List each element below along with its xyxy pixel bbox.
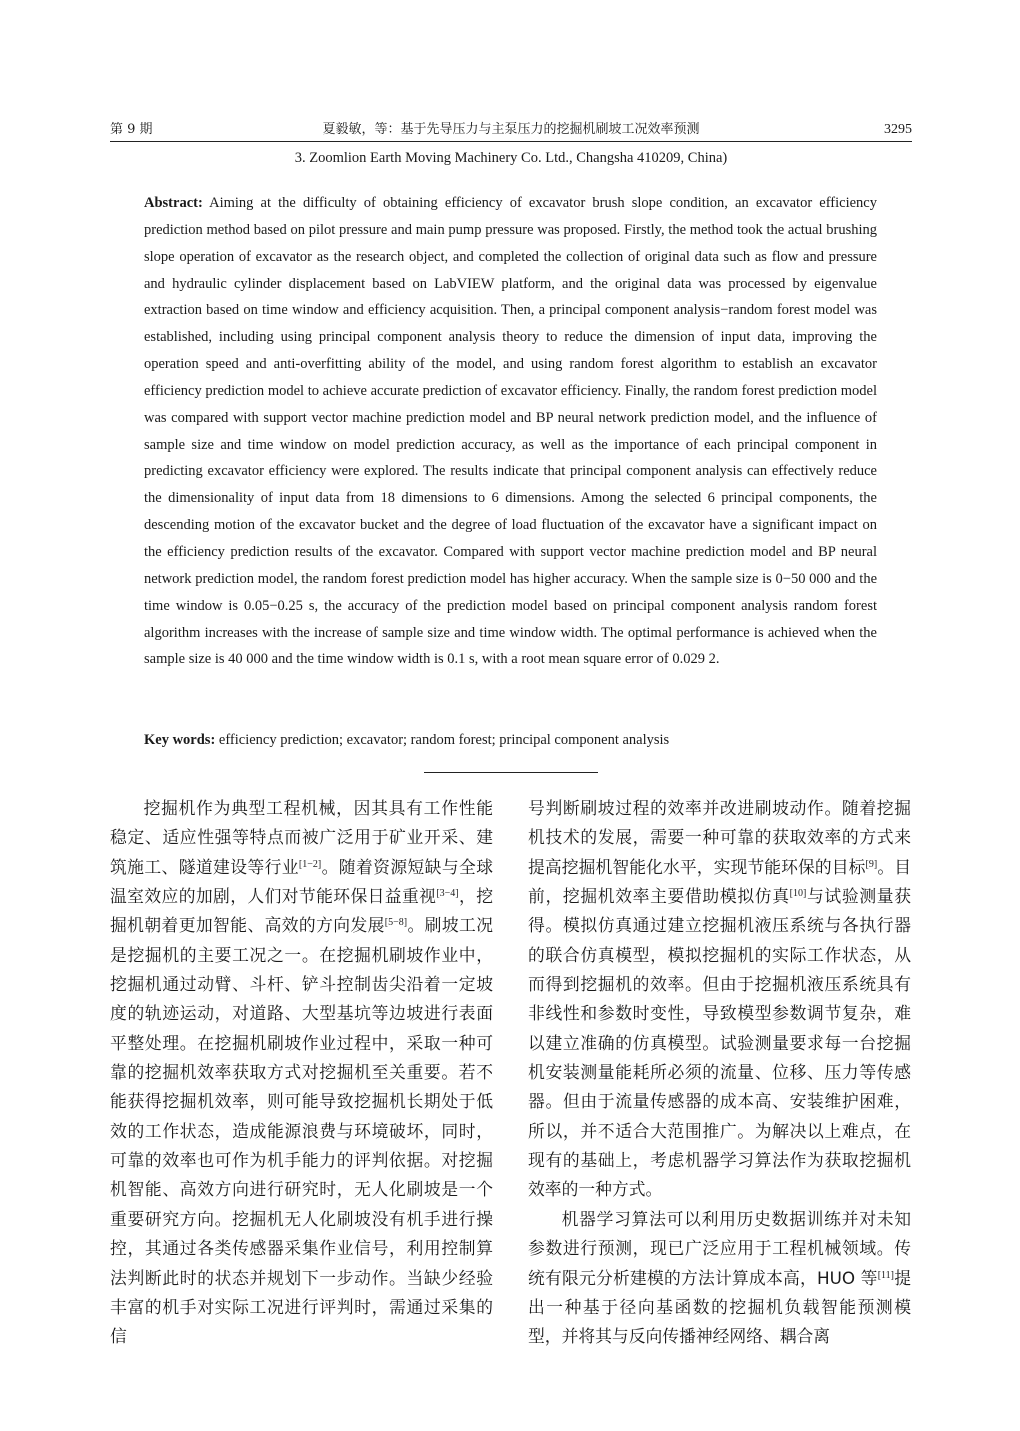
continued-paragraph xyxy=(528,794,911,1205)
abstract xyxy=(144,190,877,673)
body-column-left xyxy=(110,794,493,1352)
header-rule xyxy=(110,141,912,142)
separator-rule xyxy=(424,772,598,773)
keywords-text: efficiency prediction; excavator; random forest; principal component analysis xyxy=(218,732,670,748)
text-run: 。刷坡工况是挖掘机的主要工况之一。在挖掘机刷坡作业中，挖掘机通过动臂、斗杆、铲斗控制齿尖沿着一定坡度的轨迹运动，对道路、大型基坑等边坡进行表面平整处理。在挖掘机刷坡作业过程中，采取一种可靠的挖掘机效率获取方式对挖掘机至关重要。若不能获得挖掘机效率，则可能导致挖掘机长期处于低效的工作状态，造成能源浪费与环境破坏，同时，可靠的效率也可作为机手能力的评判依据。对挖掘机智能、高效方向进行研究时，无人化刷坡是一个重要研究方向。挖掘机无人化刷坡没有机手进行操控，其通过各类传感器采集作业信号，利用控制算法判断此时的状态并规划下一步动作。当缺少经验丰富的机手对实际工况进行评判时，需通过采集的信 xyxy=(110,915,493,1347)
abstract-label: Abstract: xyxy=(144,195,203,211)
text-run: 挖掘机作为典型工程机械，因其具有工作性能稳定、适应性强等特点而被广泛用于矿业开采、建筑施工、隧道建设等行业 xyxy=(110,798,493,877)
issue-label: 第 9 期 xyxy=(110,122,153,137)
citation: [3−4] xyxy=(436,888,459,900)
text-run: 提出一种基于径向基函数的挖掘机负载智能预测模型，并将其与反向传播神经网络、耦合离 xyxy=(528,1267,911,1347)
running-title: 夏毅敏，等：基于先导压力与主泵压力的挖掘机刷坡工况效率预测 xyxy=(322,122,700,137)
text-run: ，挖掘机朝着更加智能、高效的方向发展 xyxy=(110,886,493,936)
text-run: 与试验测量获得。模拟仿真通过建立挖掘机液压系统与各执行器的联合仿真模型，模拟挖掘机的实际工作状态，从而得到挖掘机的效率。但由于挖掘机液压系统具有非线性和参数时变性，导致模型参数调节复杂，难以建立准确的仿真模型。试验测量要求每一台挖掘机安装测量能耗所必须的流量、位移、压力等传感器。但由于流量传感器的成本高、安装维护困难，所以，并不适合大范围推广。为解决以上难点，在现有的基础上，考虑机器学习算法作为获取挖掘机效率的一种方式。 xyxy=(528,886,911,1200)
page-number: 3295 xyxy=(884,122,912,137)
body-paragraph xyxy=(528,1205,911,1352)
abstract-text: Aiming at the difficulty of obtaining efficiency of excavator brush slope condition, an excavator efficiency prediction method based on pilot pressure and main pump pressure was proposed. Firstly, the method took the actual brushing slope operation of excavator as the research object, and completed the collection of original data such as flow and pressure and hydraulic cylinder displacement based on LabVIEW platform, and the original data was processed by eigenvalue extraction based on time window and efficiency acquisition. Then, a principal component analysis−random forest model was established, including using principal component analysis theory to reduce the dimension of input data, improving the operation speed and anti-overfitting ability of the model, and using random forest algorithm to establish an excavator efficiency prediction model to achieve accurate prediction of excavator efficiency. Finally, the random forest prediction model was compared with support vector machine prediction model and BP neural network prediction model, and the influence of sample size and time window on model prediction accuracy, as well as the importance of each principal component in predicting excavator efficiency were explored. The results indicate that principal component analysis can effectively reduce the dimensionality of input data from 18 dimensions to 6 dimensions. Among the selected 6 principal components, the descending motion of the excavator bucket and the degree of load fluctuation of the excavator have a significant impact on the efficiency prediction results of the excavator. Compared with support vector machine prediction model and BP neural network prediction model, the random forest prediction model has higher accuracy. When the sample size is 0−50 000 and the time window is 0.05−0.25 s, the accuracy of the prediction model based on principal component analysis random forest algorithm increases with the increase of sample size and time window width. The optimal performance is achieved when the sample size is 40 000 and the time window width is 0.1 s, with a root mean square error of 0.029 2. xyxy=(144,195,877,668)
citation: [11] xyxy=(877,1269,894,1281)
keywords-label: Key words: xyxy=(144,732,216,748)
keywords xyxy=(144,727,877,753)
intro-paragraph xyxy=(110,794,493,1352)
running-head xyxy=(110,120,912,140)
text-run: 号判断刷坡过程的效率并改进刷坡动作。随着挖掘机技术的发展，需要一种可靠的获取效率的方式来提高挖掘机智能化水平，实现节能环保的目标 xyxy=(528,798,911,877)
text-run: 。随着资源短缺与全球温室效应的加剧，人们对节能环保日益重视 xyxy=(110,856,493,907)
text-run: 机器学习算法可以利用历史数据训练并对未知参数进行预测，现已广泛应用于工程机械领域。传统有限元分析建模的方法计算成本高，HUO 等 xyxy=(528,1208,911,1288)
citation: [9] xyxy=(865,858,878,870)
citation: [1−2] xyxy=(298,858,322,870)
text-run: 。目前，挖掘机效率主要借助模拟仿真 xyxy=(528,856,911,907)
affiliation: 3. Zoomlion Earth Moving Machinery Co. Ltd., Changsha 410209, China) xyxy=(294,150,728,166)
body-column-right xyxy=(528,794,911,1352)
citation: [10] xyxy=(789,888,807,900)
citation: [5−8] xyxy=(384,917,408,929)
